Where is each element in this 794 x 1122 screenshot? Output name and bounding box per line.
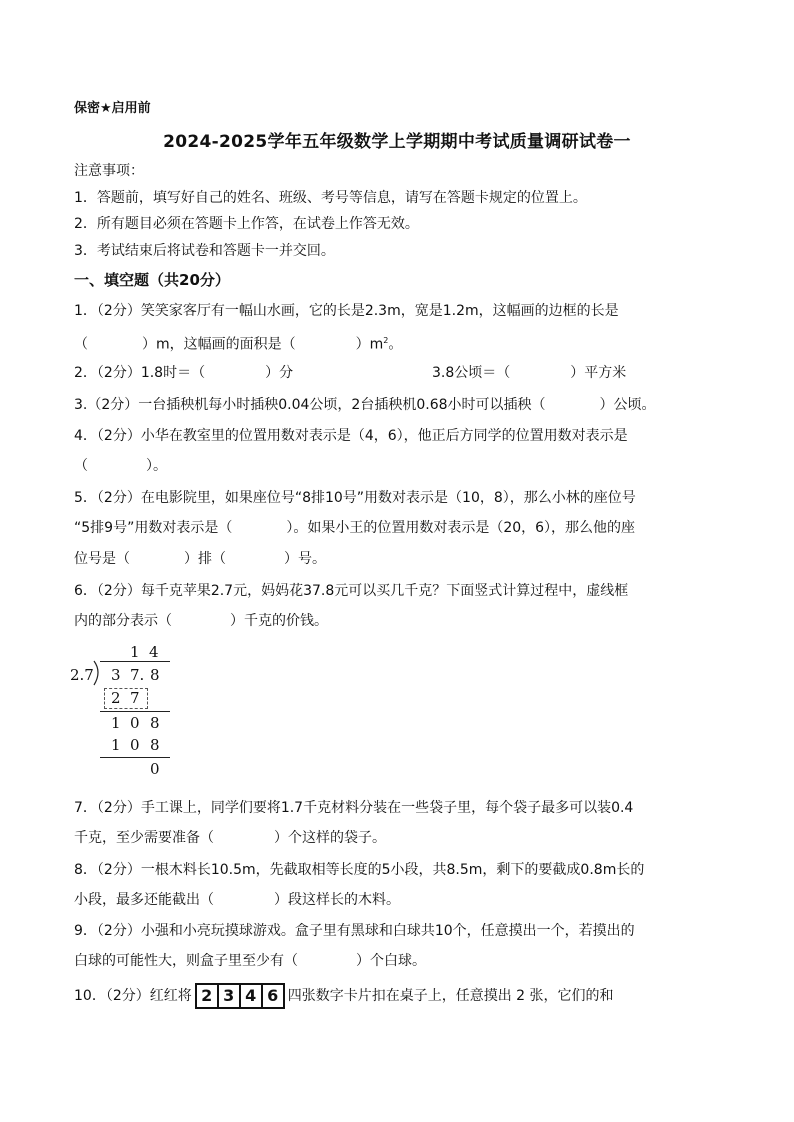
q5-part-c: 位号是（ [74,551,130,567]
q3-line [74,395,656,415]
notice-heading: 注意事项： [74,163,144,179]
step3-digit: 8 [150,736,160,754]
step1-digit: 2 [111,689,121,707]
q6-part-b: ）千克的价钱。 [230,613,328,629]
step2-digit: 1 [111,714,121,732]
subtraction-line [100,711,170,712]
q6-part-a: 内的部分表示（ [74,613,172,629]
q5-part-e: ）号。 [284,551,326,567]
step3-digit: 0 [130,736,140,754]
confidential-label: 保密★启用前 [74,101,151,116]
q1-line1: 1．（2分）笑笑家客厅有一幅山水画，它的长是2.3m，宽是1.2m，这幅画的边框的长是 [74,303,619,319]
number-card: 2 [201,986,213,1005]
q3-part-a: 3.（2分）一台插秧机每小时插秧0.04公顷，2台插秧机0.68小时可以插秧（ [74,397,546,413]
q7-line2 [74,828,386,848]
step2-digit: 0 [130,714,140,732]
q9-line1: 9．（2分）小强和小亮玩摸球游戏。盒子里有黑球和白球共10个，任意摸出一个，若摸出的 [74,923,635,939]
subtraction-line [100,757,170,758]
exam-title: 2024-2025学年五年级数学上学期期中考试质量调研试卷一 [163,132,631,152]
notice-item-1: 1．答题前，填写好自己的姓名、班级、考号等信息，请写在答题卡规定的位置上。 [74,190,587,206]
q2-part-d: ）平方米 [570,365,627,381]
q1-part-c: ）m [355,336,384,353]
q6-line1: 6．（2分）每千克苹果2.7元，妈妈花37.8元可以买几千克？下面竖式计算过程中，虚线框 [74,583,629,599]
q1-line2 [74,331,402,355]
q5-line1: 5．（2分）在电影院里，如果座位号“8排10号”用数对表示是（10，8），那么小林的座位号 [74,490,636,506]
quotient-digit: 1 [130,643,140,661]
q5-part-a: “5排9号”用数对表示是（ [74,520,233,536]
q1-superscript: 2 [383,336,389,345]
number-card: 4 [239,985,261,1007]
q2-part-c: 3.8公顷＝（ [432,365,511,381]
q4-line1: 4．（2分）小华在教室里的位置用数对表示是（4，6），他正后方同学的位置用数对表示是 [74,428,628,444]
division-bar [100,661,170,662]
q10-part-a: 10．（2分）红红将 [74,988,192,1004]
q1-part-d: 。 [388,336,403,353]
q8-line2 [74,890,400,910]
q5-line2 [74,518,635,538]
long-division [64,640,184,780]
notice-item-2: 2．所有题目必须在答题卡上作答，在试卷上作答无效。 [74,216,419,232]
q2-part-a: 2．（2分）1.8时＝（ [74,365,206,381]
q5-part-d: ）排（ [184,551,226,567]
q1-part-a: （ [74,336,88,353]
number-cards [195,983,285,1009]
q3-part-b: ）公顷。 [599,397,656,413]
q4-part-a: （ [74,458,88,474]
q8-part-a: 小段，最多还能截出（ [74,892,214,908]
dividend-digit: 8 [150,666,160,684]
q6-line2 [74,611,328,631]
q2-part-b: ）分 [265,365,294,381]
quotient-digit: 4 [149,643,159,661]
step3-digit: 1 [111,736,121,754]
q9-line2 [74,951,426,971]
divisor: 2.7 [70,666,94,684]
q9-part-a: 白球的可能性大，则盒子里至少有（ [74,953,298,969]
q4-part-b: ）。 [146,458,167,474]
q2-line-right [432,363,626,383]
q1-part-b: ）m，这幅画的面积是（ [142,336,296,353]
q7-part-a: 千克，至少需要准备（ [74,830,214,846]
notice-item-3: 3．考试结束后将试卷和答题卡一并交回。 [74,243,335,259]
q7-part-b: ）个这样的袋子。 [274,830,386,846]
dividend-digit: 3 [111,666,121,684]
remainder: 0 [150,760,160,778]
dividend-digit: 7. [130,666,145,684]
q8-part-b: ）段这样长的木料。 [274,892,400,908]
q2-line [74,363,293,383]
q5-line3 [74,549,326,569]
q10-part-b: 四张数字卡片扣在桌子上，任意摸出 2 张，它们的和 [287,988,614,1004]
q7-line1: 7．（2分）手工课上，同学们要将1.7千克材料分装在一些袋子里，每个袋子最多可以装0.4 [74,800,634,816]
section-heading-fill-in: 一、填空题（共20分） [74,271,230,289]
q9-part-b: ）个白球。 [356,953,426,969]
q4-line2 [74,456,167,476]
number-card: 3 [217,985,239,1007]
q8-line1: 8．（2分）一根木料长10.5m，先截取相等长度的5小段，共8.5m，剩下的要截成0.8m长的 [74,862,645,878]
step2-digit: 8 [150,714,160,732]
q10-line [74,983,614,1009]
step1-digit: 7 [130,689,140,707]
q5-part-b: ）。如果小王的位置用数对表示是（20，6），那么他的座 [286,520,636,536]
number-card: 6 [261,985,283,1007]
